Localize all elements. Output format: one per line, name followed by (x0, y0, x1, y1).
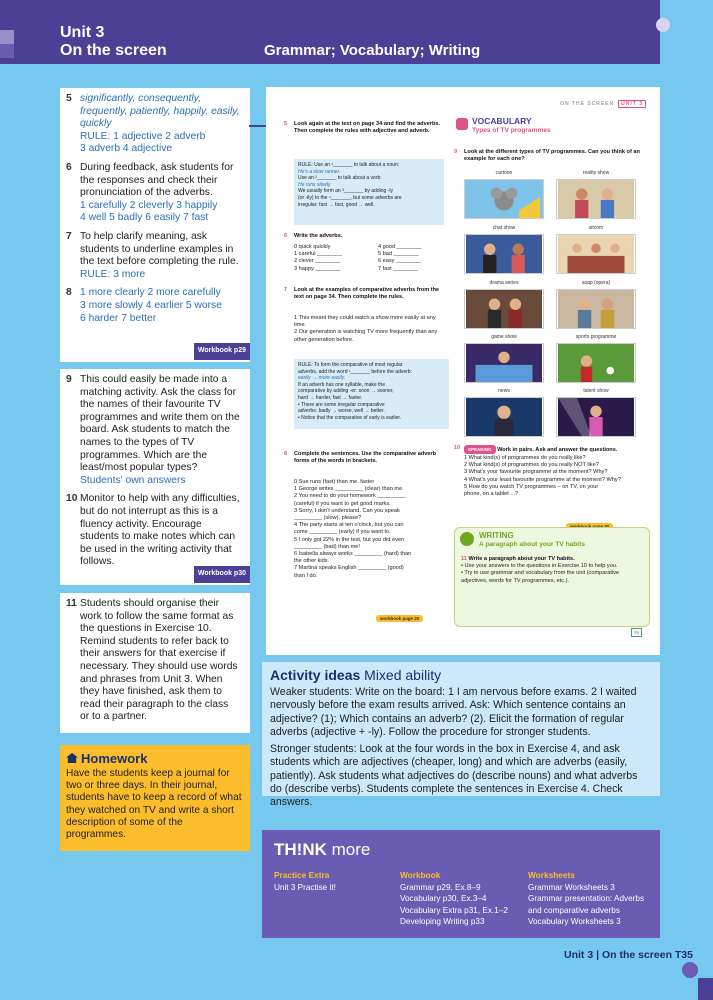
ex8-items: 0 Sue runs (fast) than me. faster 1 George writes _________ (clear) than me. 2 You need to do your homework _________ (careful) if you want to get good marks. 3 Sorry, I don't understand. Can you speak _________ (slow), please? 4 The party starts at ten o'clock, but you can come _________ (early) if you want to. 5 I only got 22% in the test, but you did even _________ (bad) than me! 6 Isabella always works _________ (hard) than the other kids. 7 Martina speaks English _________ (good) than I do. (294, 479, 412, 579)
decor-dot (656, 18, 670, 32)
unit-title: On the screen (60, 42, 167, 59)
homework-text: Have the students keep a journal for two or three days. In their journal, students have to keep a record of what they watched on TV and write a short description of some of the programmes. (66, 768, 242, 841)
tv-label: talent show (583, 388, 609, 394)
note-6-answers: 1 carefully 2 cleverly 3 happily (80, 199, 218, 211)
ex10: 10 SPEAKING Work in pairs. Ask and answer the questions. (454, 445, 618, 453)
note-11-text: Students should organise their work to follow the same format as the questions in Exercise 10. Remind students to refer back to their answers for that exercise if necessary. They should use words and phrases from Unit 3. When they have finished, ask them to read their paragraph to the class or to a partner. (80, 598, 238, 723)
ex7-examples: 1 This meant they could watch a show more easily at any time. 2 Our generation is watching TV more frequently than any other generation before. (294, 315, 438, 343)
think-more-title: TH!NK more (274, 840, 371, 859)
tv-thumb-drama (464, 289, 544, 329)
tv-thumb-reality (556, 179, 636, 219)
vocabulary-title: VOCABULARY Types of TV programmes (472, 116, 551, 134)
ex6: 6 Write the adverbs. (284, 233, 343, 239)
activity-ideas-box (262, 662, 660, 809)
tv-thumb-game (464, 343, 544, 383)
decor-square (0, 44, 14, 58)
ex11: 11 Write a paragraph about your TV habits. • Use your answers to the questions in Exercise 10 to help you. • Try to use grammar and vocabulary from the unit (comparative adjectives, words for TV programmes, etc.). (461, 556, 620, 584)
note-8-answers: 1 more clearly 2 more carefully (80, 287, 221, 299)
think-col-worksheets: Worksheets Grammar Worksheets 3 Grammar presentation: Adverbs and comparative adverbs Vocabulary Worksheets 3 (528, 870, 645, 926)
unit-label: Unit 3 (60, 24, 105, 41)
tv-thumb-chat (464, 234, 544, 274)
tv-thumb-sitcom (556, 234, 636, 274)
tv-label: cartoon (495, 170, 513, 176)
note-6-text: During feedback, ask students for the responses and check their pronunciation of the adverbs. (80, 161, 234, 199)
note-9-text: This could easily be made into a matching activity. Ask the class for the names of their favourite TV programmes and write them on the board. Ask students to match the names to the types of TV programmes. Which are the least/most popular types? (80, 374, 240, 474)
note-10-text: Monitor to help with any difficulties, but do not interrupt as this is a fluency activity. Encourage students to make notes which can be used in the writing activity that follows. (80, 493, 240, 568)
tv-label: soap (opera) (581, 280, 611, 286)
wb29-badge: workbook page 29 (376, 607, 423, 625)
workbook-badge: Workbook p30 (194, 566, 250, 583)
note-5-rule: RULE: 1 adjective 2 adverb (80, 130, 206, 142)
ex5: 5 Look again at the text on page 34 and find the adverbs. Then complete the rules with adjective and adverb. (284, 121, 441, 135)
think-more-box (262, 830, 660, 938)
note-8-answers3: 6 harder 7 better (80, 312, 157, 324)
tv-label: sitcom (588, 225, 604, 231)
note-6-answers2: 4 well 5 badly 6 easily 7 fast (80, 212, 209, 224)
teacher-notes-box (60, 88, 250, 362)
homework-title: Homework (81, 751, 148, 766)
note-10: 10 Monitor to help with any difficulties, but do not interrupt as this is a fluency activity. Encourage students to make notes which can be used in the writing activity that follows. (66, 493, 240, 568)
writing-box (454, 527, 650, 627)
tv-label: reality show (582, 170, 610, 176)
tv-thumb-sports (556, 343, 636, 383)
note-5-answer: significantly, consequently, frequently, patiently, happily, easily, quickly (80, 93, 240, 130)
tv-label: drama series (489, 280, 519, 286)
unit-heading (60, 24, 167, 60)
ex8: 8 Complete the sentences. Use the comparative adverb forms of the words in brackets. (284, 451, 437, 465)
note-7: 7 To help clarify meaning, ask students to underline examples in the text before completing the rule. RULE: 3 more (66, 230, 239, 280)
activity-title: Activity ideas Mixed ability (270, 667, 442, 683)
page-header (0, 0, 660, 64)
rule-box-2: RULE: To form the comparative of most regular adverbs, add the word ¹_______ before the adverb: easily → more easily. If an adverb has one syllable, make the comparative by adding -er: soon → sooner, hard → harder, fast → faster. • There are some irregular comparative adverbs: badly → worse, well → better. • Notice that the comparative of early is earlier. (294, 359, 449, 429)
tv-thumb-soap (556, 289, 636, 329)
writing-title: WRITING A paragraph about your TV habits (479, 531, 585, 548)
ex6-items-right: 4 good ________ 5 bad ________ 6 easy ________ 7 fast ________ (378, 244, 422, 272)
tv-thumb-talent (556, 397, 636, 437)
home-icon (66, 753, 78, 763)
activity-stronger: Stronger students: Look at the four words in the box in Exercise 4, and ask students which are adjectives (cheaper, long) and which are adverbs (easily, patiently). Ask students what adjectives do (describe nouns) and what adverbs do (describe verbs). Students complete the sentences in Exercise 4. Check answers. (270, 743, 638, 809)
ex10-items: 1 What kind(s) of programmes do you really like? 2 What kind(s) of programmes do you really NOT like? 3 What's your favourite programme at the moment? Why? 4 What's your least favourite programme at the moment? Why? 5 How do you watch TV programmes – on TV, on your phone, on a tablet ...? (464, 455, 621, 498)
teacher-notes-box (60, 593, 250, 733)
think-col-practice: Practice Extra Unit 3 Practise it! (274, 870, 336, 892)
note-5-rule2: 3 adverb 4 adjective (80, 143, 173, 155)
note-7-text: To help clarify meaning, ask students to underline examples in the text before completing the rule. (80, 230, 239, 268)
note-9-answer: Students' own answers (80, 474, 186, 486)
note-8-answers2: 3 more slowly 4 earlier 5 worse (80, 299, 222, 311)
teacher-notes-box (60, 369, 250, 585)
section-title: Grammar; Vocabulary; Writing (264, 42, 481, 59)
rule-box-1: RULE: Use an ¹_______ to talk about a noun: He's a slow runner. Use an ²_______ to talk about a verb: He runs slowly. We usually form an ³_______ by adding -ly (or -ily) to the ⁴_______, but some adverbs are irregular: fast → fast, good → well. (294, 159, 444, 225)
sb-running-header: ON THE SCREEN UNIT 3 (560, 101, 646, 107)
tv-label: sports programme (575, 334, 617, 340)
note-8: 8 1 more clearly 2 more carefully 3 more slowly 4 earlier 5 worse 6 harder 7 better (66, 287, 222, 324)
ex6-items-left: 0 quick quickly 1 careful ________ 2 clever ________ 3 happy ________ (294, 244, 342, 272)
note-11: 11 Students should organise their work to follow the same format as the questions in Exercise 10. Remind students to refer back to their answers for that exercise if necessary. They should use words and phrases from Unit 3. When they have finished, ask them to read their paragraph to the class or to a partner. (66, 598, 244, 724)
activity-weaker: Weaker students: Write on the board: 1 I am nervous before exams. 2 I waited nervously before the exam results arrived. Ask: Which sentence contains an adjective? (1); Which contains an adverb? (2). Elicit the formation of regular adverbs (adjective + -ly). Follow the procedure for stronger students. (270, 686, 637, 738)
page-number: 35 (631, 628, 642, 637)
workbook-badge: Workbook p29 (194, 343, 250, 360)
vocabulary-icon (456, 118, 468, 130)
decor-dot (682, 962, 698, 978)
page-footer: Unit 3 | On the screen T35 (564, 949, 693, 961)
note-9: 9 This could easily be made into a matching activity. Ask the class for the names of their favourite TV programmes and write them on the board. Ask students to match the names to the types of TV programmes. Which are the least/most popular types? Students' own answers (66, 374, 240, 486)
pencil-icon (460, 532, 474, 546)
ex7: 7 Look at the examples of comparative adverbs from the text on page 34. Then complete the rules. (284, 287, 440, 301)
note-7-rule: RULE: 3 more (80, 268, 146, 280)
tv-thumb-news (464, 397, 544, 437)
student-book-page (266, 87, 660, 655)
note-5: 5 significantly, consequently, frequently, patiently, happily, easily, quickly RULE: 1 adjective 2 adverb 3 adverb 4 adjective (66, 93, 240, 155)
tv-label: news (498, 388, 510, 394)
tv-label: game show (491, 334, 517, 340)
homework-box (60, 745, 250, 851)
decor-square (698, 978, 713, 1000)
note-6: 6 During feedback, ask students for the responses and check their pronunciation of the adverbs. 1 carefully 2 cleverly 3 happily 4 well 5 badly 6 easily 7 fast (66, 161, 234, 224)
decor-square (0, 30, 14, 44)
tv-label: chat show (492, 225, 516, 231)
tv-thumb-cartoon (464, 179, 544, 219)
think-col-workbook: Workbook Grammar p29, Ex.8–9 Vocabulary p30, Ex.3–4 Vocabulary Extra p31, Ex.1–2 Developing Writing p33 (400, 870, 508, 926)
ex9: 9 Look at the different types of TV programmes. Can you think of an example for each one? (454, 149, 640, 163)
